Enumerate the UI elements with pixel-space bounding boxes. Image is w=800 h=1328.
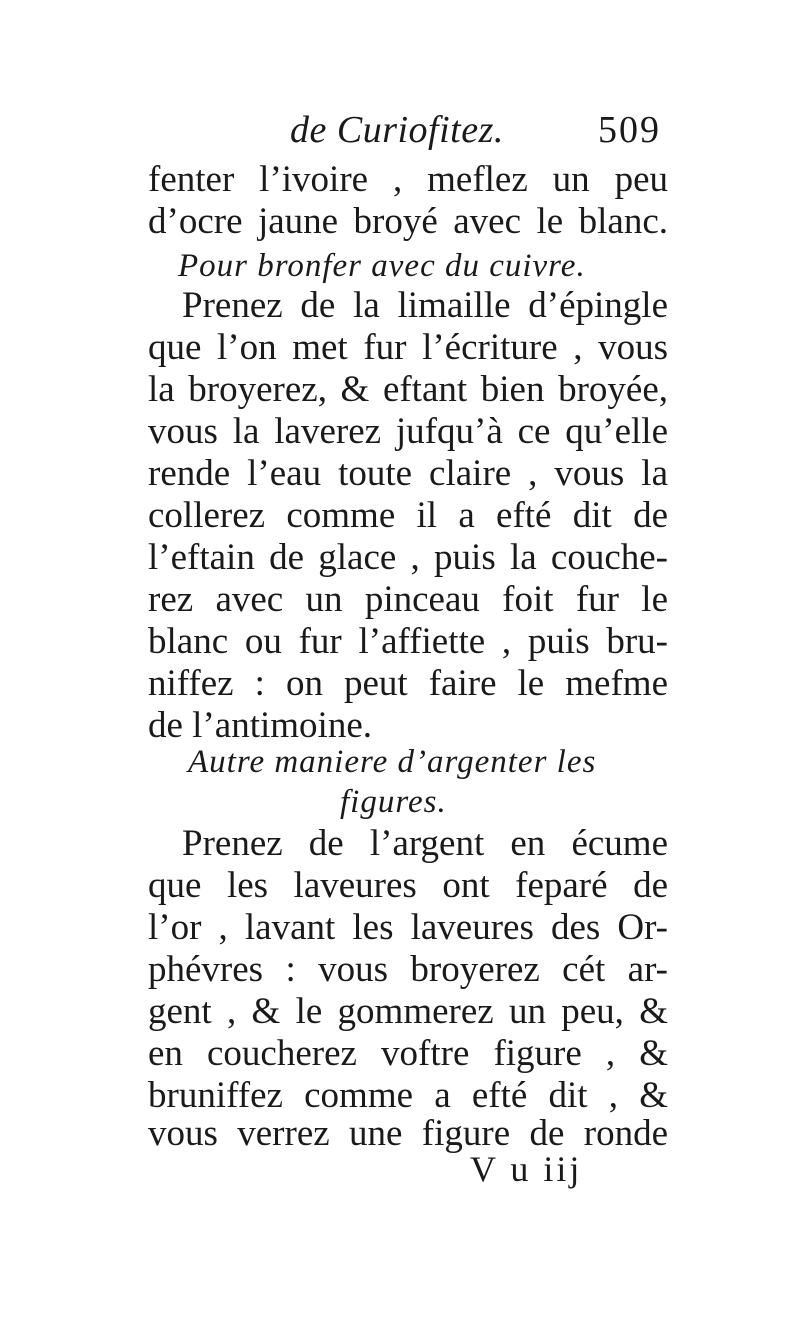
text-line: bruniffez comme a efté dit , & bbox=[148, 1075, 668, 1116]
text-line: que l’on met fur l’écriture , vous bbox=[148, 327, 668, 368]
text-line: niffez : on peut faire le mefme bbox=[148, 663, 668, 704]
section-heading: Autre maniere d’argenter les bbox=[188, 744, 597, 780]
signature-mark: V u iij bbox=[470, 1149, 583, 1189]
text-line: vous verrez une figure de ronde bbox=[148, 1113, 668, 1154]
text-line: l’or , lavant les laveures des Or- bbox=[148, 907, 668, 948]
text-line: fenter l’ivoire , meflez un peu bbox=[148, 159, 668, 200]
text-line: la broyerez, & eftant bien broyée, bbox=[148, 369, 668, 410]
text-line: Prenez de l’argent en écume bbox=[182, 823, 668, 864]
text-line: Prenez de la limaille d’épingle bbox=[182, 285, 668, 326]
section-heading: figures. bbox=[340, 784, 447, 820]
text-line: en coucherez voftre figure , & bbox=[148, 1033, 668, 1074]
text-line: vous la laverez jufqu’à ce qu’elle bbox=[148, 411, 668, 452]
text-line: blanc ou fur l’affiette , puis bru- bbox=[148, 621, 668, 662]
text-line: l’eftain de glace , puis la couche- bbox=[148, 537, 668, 578]
text-line: d’ocre jaune broyé avec le blanc. bbox=[148, 201, 668, 242]
page-number: 509 bbox=[598, 109, 661, 151]
running-head: de Curiofitez. bbox=[290, 109, 504, 151]
section-heading: Pour bronfer avec du cuivre. bbox=[178, 248, 586, 284]
text-line: de l’antimoine. bbox=[148, 705, 372, 746]
text-line: phévres : vous broyerez cét ar- bbox=[148, 949, 668, 990]
text-line: rende l’eau toute claire , vous la bbox=[148, 453, 668, 494]
text-line: gent , & le gommerez un peu, & bbox=[148, 991, 668, 1032]
text-line: rez avec un pinceau foit fur le bbox=[148, 579, 668, 620]
text-line: collerez comme il a efté dit de bbox=[148, 495, 668, 536]
text-line: que les laveures ont feparé de bbox=[148, 865, 668, 906]
